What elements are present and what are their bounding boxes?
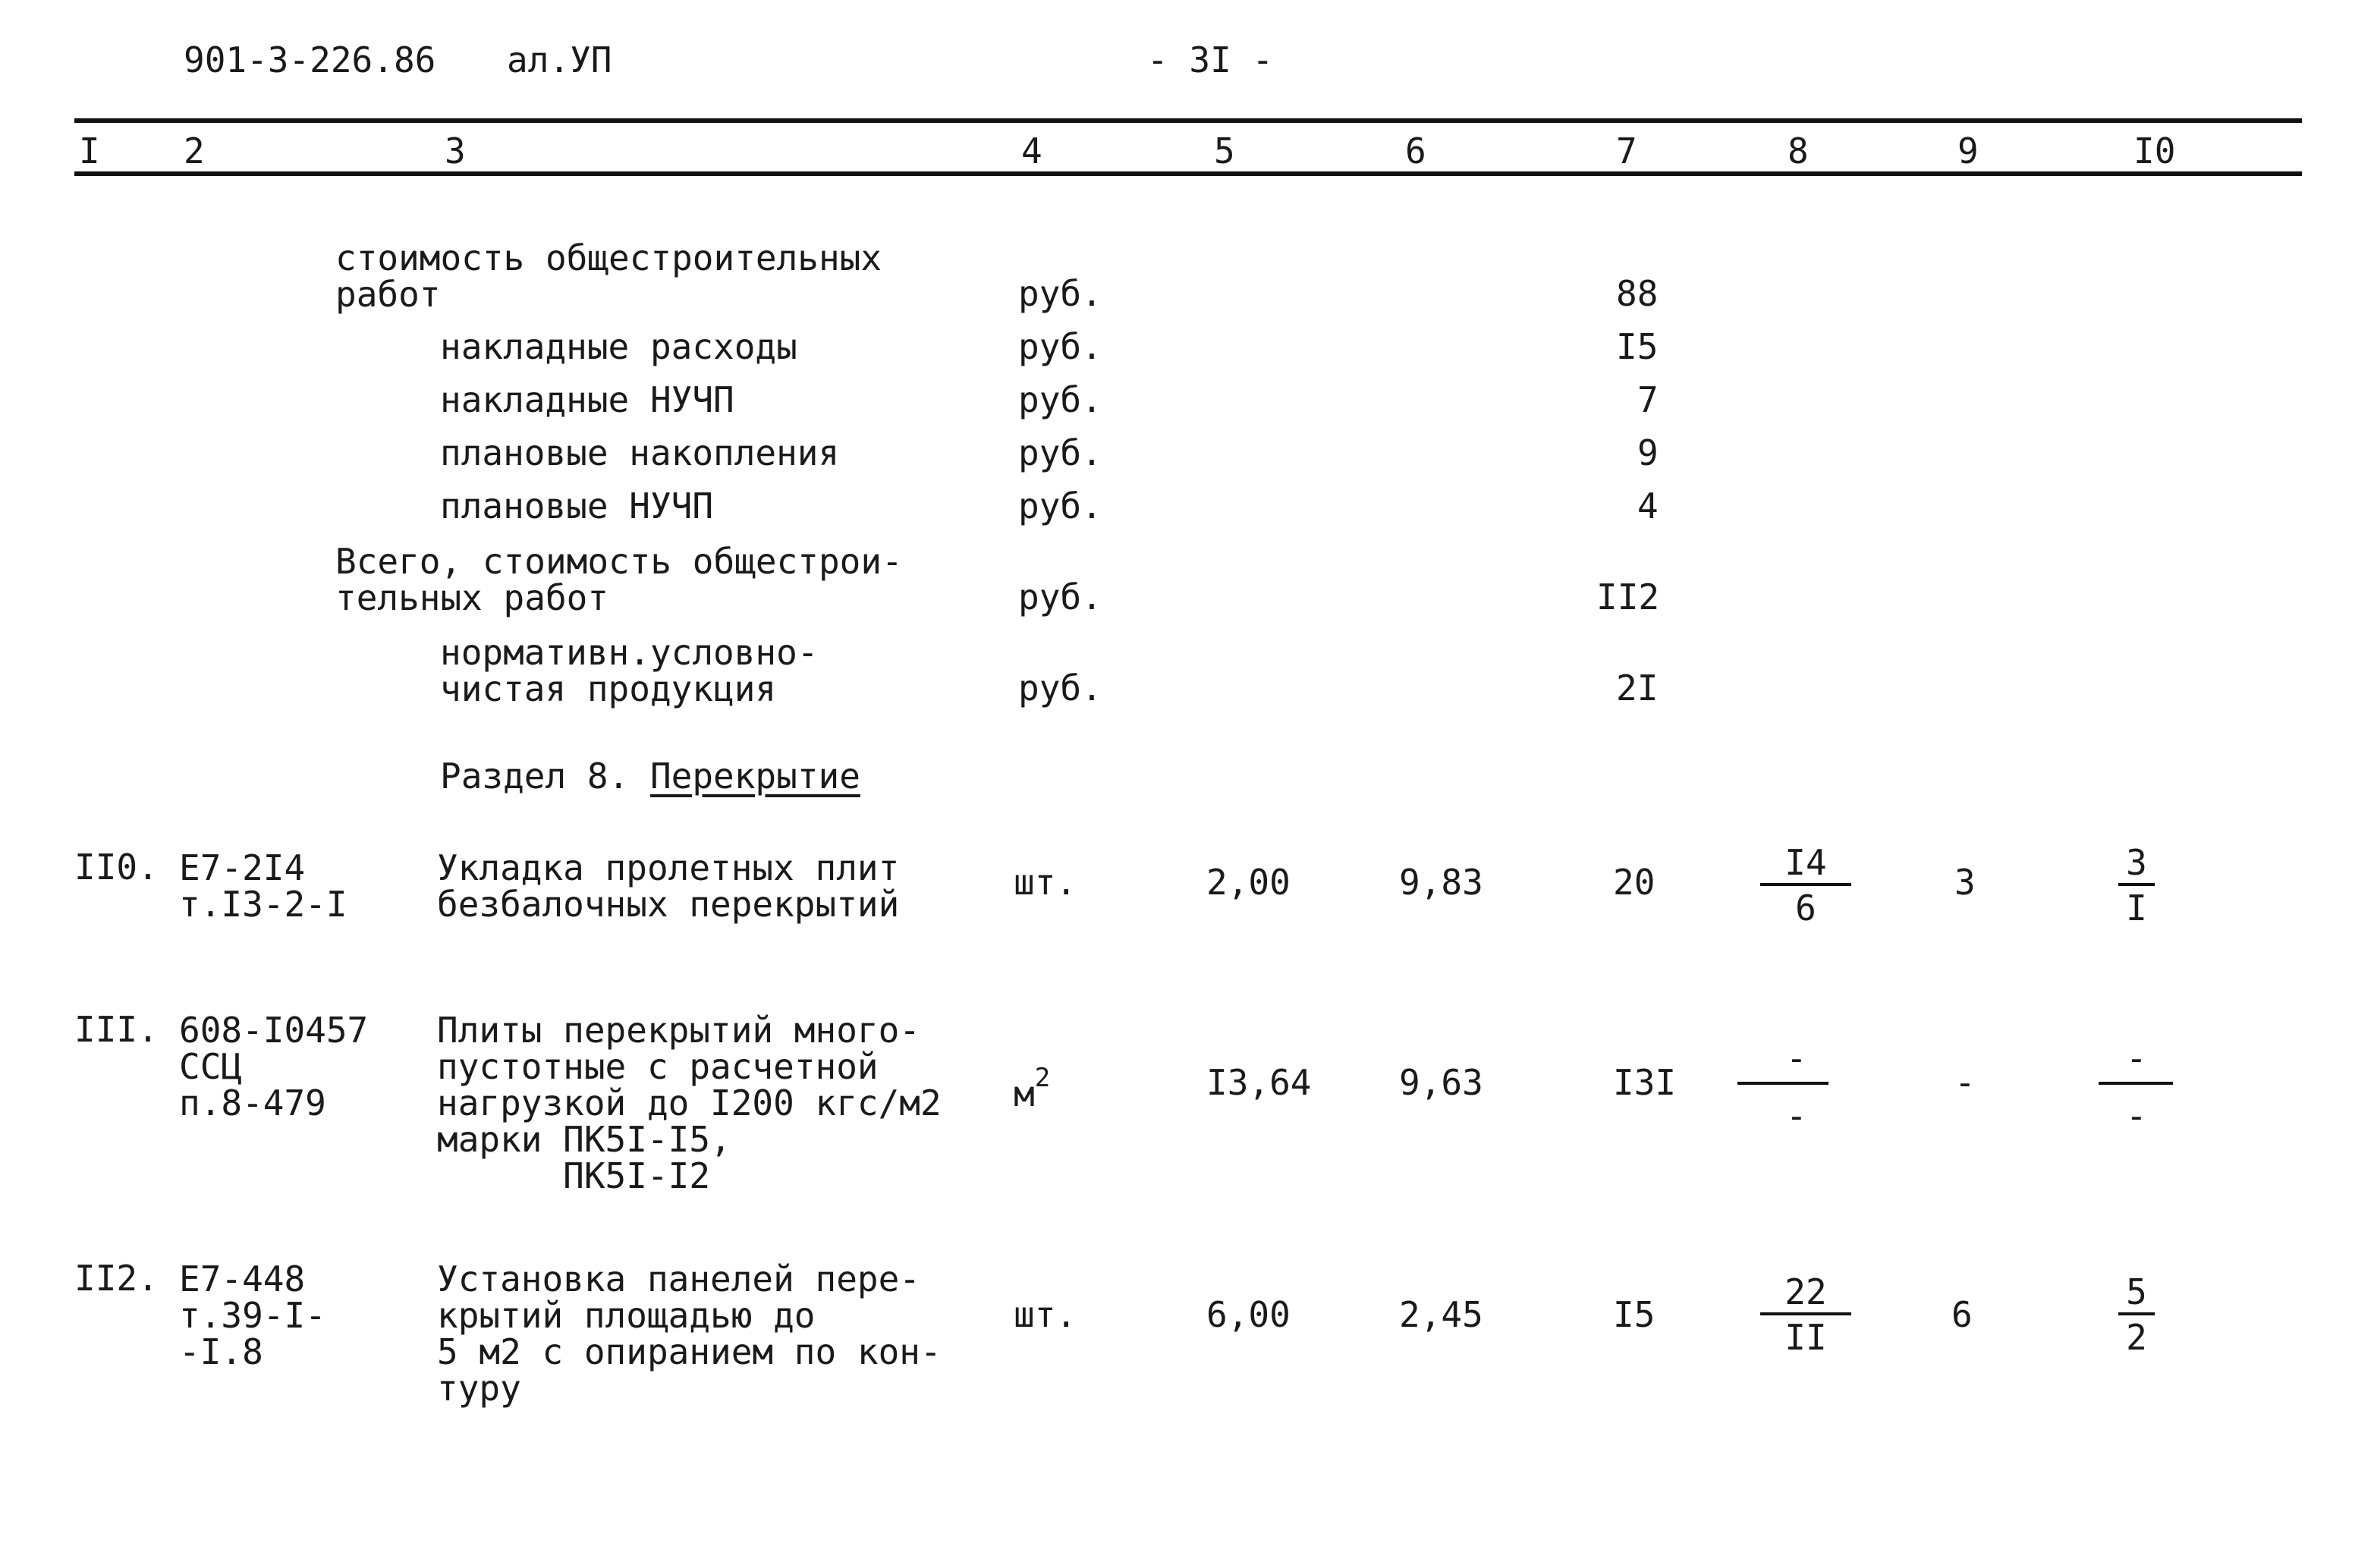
row-unit: шт. [1014,1294,1077,1335]
fraction-denominator: - [1786,1095,1807,1136]
section-title: Раздел 8. Перекрытие [440,756,860,797]
col-header-3: 3 [445,130,466,171]
fraction-numerator: - [2126,1038,2147,1079]
row-col9: 3 [1954,862,1976,903]
row-quantity: 6,00 [1206,1294,1291,1335]
row-number: II2. [74,1258,159,1299]
row-number: II0. [74,847,159,888]
row-description: Установка панелей пере- крытий площадью до 5 м2 с опиранием по кон- туру [437,1258,942,1409]
summary-value: 7 [1637,379,1659,420]
row-description: Укладка пролетных плит безбалочных перекрытий [437,847,900,925]
row-total: I3I [1613,1062,1677,1103]
summary-label: Всего, стоимость общестрои- тельных работ [335,541,903,618]
col-header-5: 5 [1214,130,1235,171]
summary-unit: руб. [1018,577,1102,617]
fraction-denominator: 6 [1795,888,1816,929]
row-quantity: 2,00 [1206,862,1291,903]
fraction-denominator: I [2126,888,2147,929]
fraction-denominator: II [1784,1317,1827,1358]
summary-unit: руб. [1018,326,1102,367]
summary-unit: руб. [1018,485,1102,526]
summary-value: 88 [1616,273,1659,314]
header-top-rule [74,118,2302,123]
summary-label: плановые накопления [440,432,840,473]
summary-unit: руб. [1018,273,1102,314]
row-col10-fraction [2091,842,2182,929]
summary-label: накладные расходы [440,326,797,367]
album-label: ал.УП [507,39,612,80]
summary-value: II2 [1596,577,1660,617]
summary-unit: руб. [1018,668,1102,709]
summary-unit: руб. [1018,379,1102,420]
col-header-7: 7 [1616,130,1637,171]
row-code: Е7-2I4 т.I3-2-I [179,847,347,925]
summary-value: 9 [1637,432,1659,473]
summary-label: стоимость общестроительных работ [335,237,882,315]
row-price: 9,63 [1399,1062,1483,1103]
col-header-9: 9 [1957,130,1979,171]
summary-label: нормативн.условно- чистая продукция [440,632,819,709]
fraction-numerator: 22 [1760,1274,1851,1315]
row-description: Плиты перекрытий много- пустотные с расчетной нагрузкой до I200 кгс/м2 марки ПК5I-I5, ПК5I-I2 [437,1010,942,1196]
row-total: 20 [1613,862,1656,903]
row-unit: шт. [1014,862,1077,903]
summary-value: 2I [1616,668,1659,709]
fraction-numerator: I4 [1760,845,1851,886]
fraction-numerator: 5 [2118,1274,2155,1315]
fraction-denominator: 2 [2126,1317,2147,1358]
fraction-denominator: - [2126,1095,2147,1136]
row-code: Е7-448 т.39-I- -I.8 [179,1258,326,1372]
summary-unit: руб. [1018,432,1102,473]
col-header-2: 2 [184,130,205,171]
header-bottom-rule [74,171,2302,176]
fraction-numerator: - [1786,1038,1807,1079]
col-header-1: I [79,130,100,171]
row-number: III. [74,1009,159,1050]
row-quantity: I3,64 [1206,1062,1312,1103]
row-unit: $м^2$ [1014,1063,1051,1114]
document-code: 901-3-226.86 [184,39,436,80]
row-price: 9,83 [1399,862,1483,903]
col-header-10: I0 [2133,130,2176,171]
row-col8-fraction [1760,1271,1851,1358]
summary-value: I5 [1616,326,1659,367]
row-col9: - [1954,1062,1976,1103]
row-total: I5 [1613,1294,1656,1335]
fraction-bar [2099,1082,2173,1085]
fraction-numerator: 3 [2118,845,2155,886]
row-col10-fraction [2091,1271,2182,1358]
summary-value: 4 [1637,485,1659,526]
row-col9: 6 [1951,1294,1973,1335]
summary-label: плановые НУЧП [440,485,714,526]
row-code: 608-I0457 ССЦ п.8-479 [179,1010,369,1123]
row-price: 2,45 [1399,1294,1483,1335]
col-header-4: 4 [1021,130,1042,171]
col-header-6: 6 [1405,130,1426,171]
col-header-8: 8 [1788,130,1809,171]
page-number: - 3I - [1147,39,1274,80]
row-col8-fraction [1760,842,1851,929]
summary-label: накладные НУЧП [440,379,734,420]
fraction-bar [1737,1082,1828,1085]
